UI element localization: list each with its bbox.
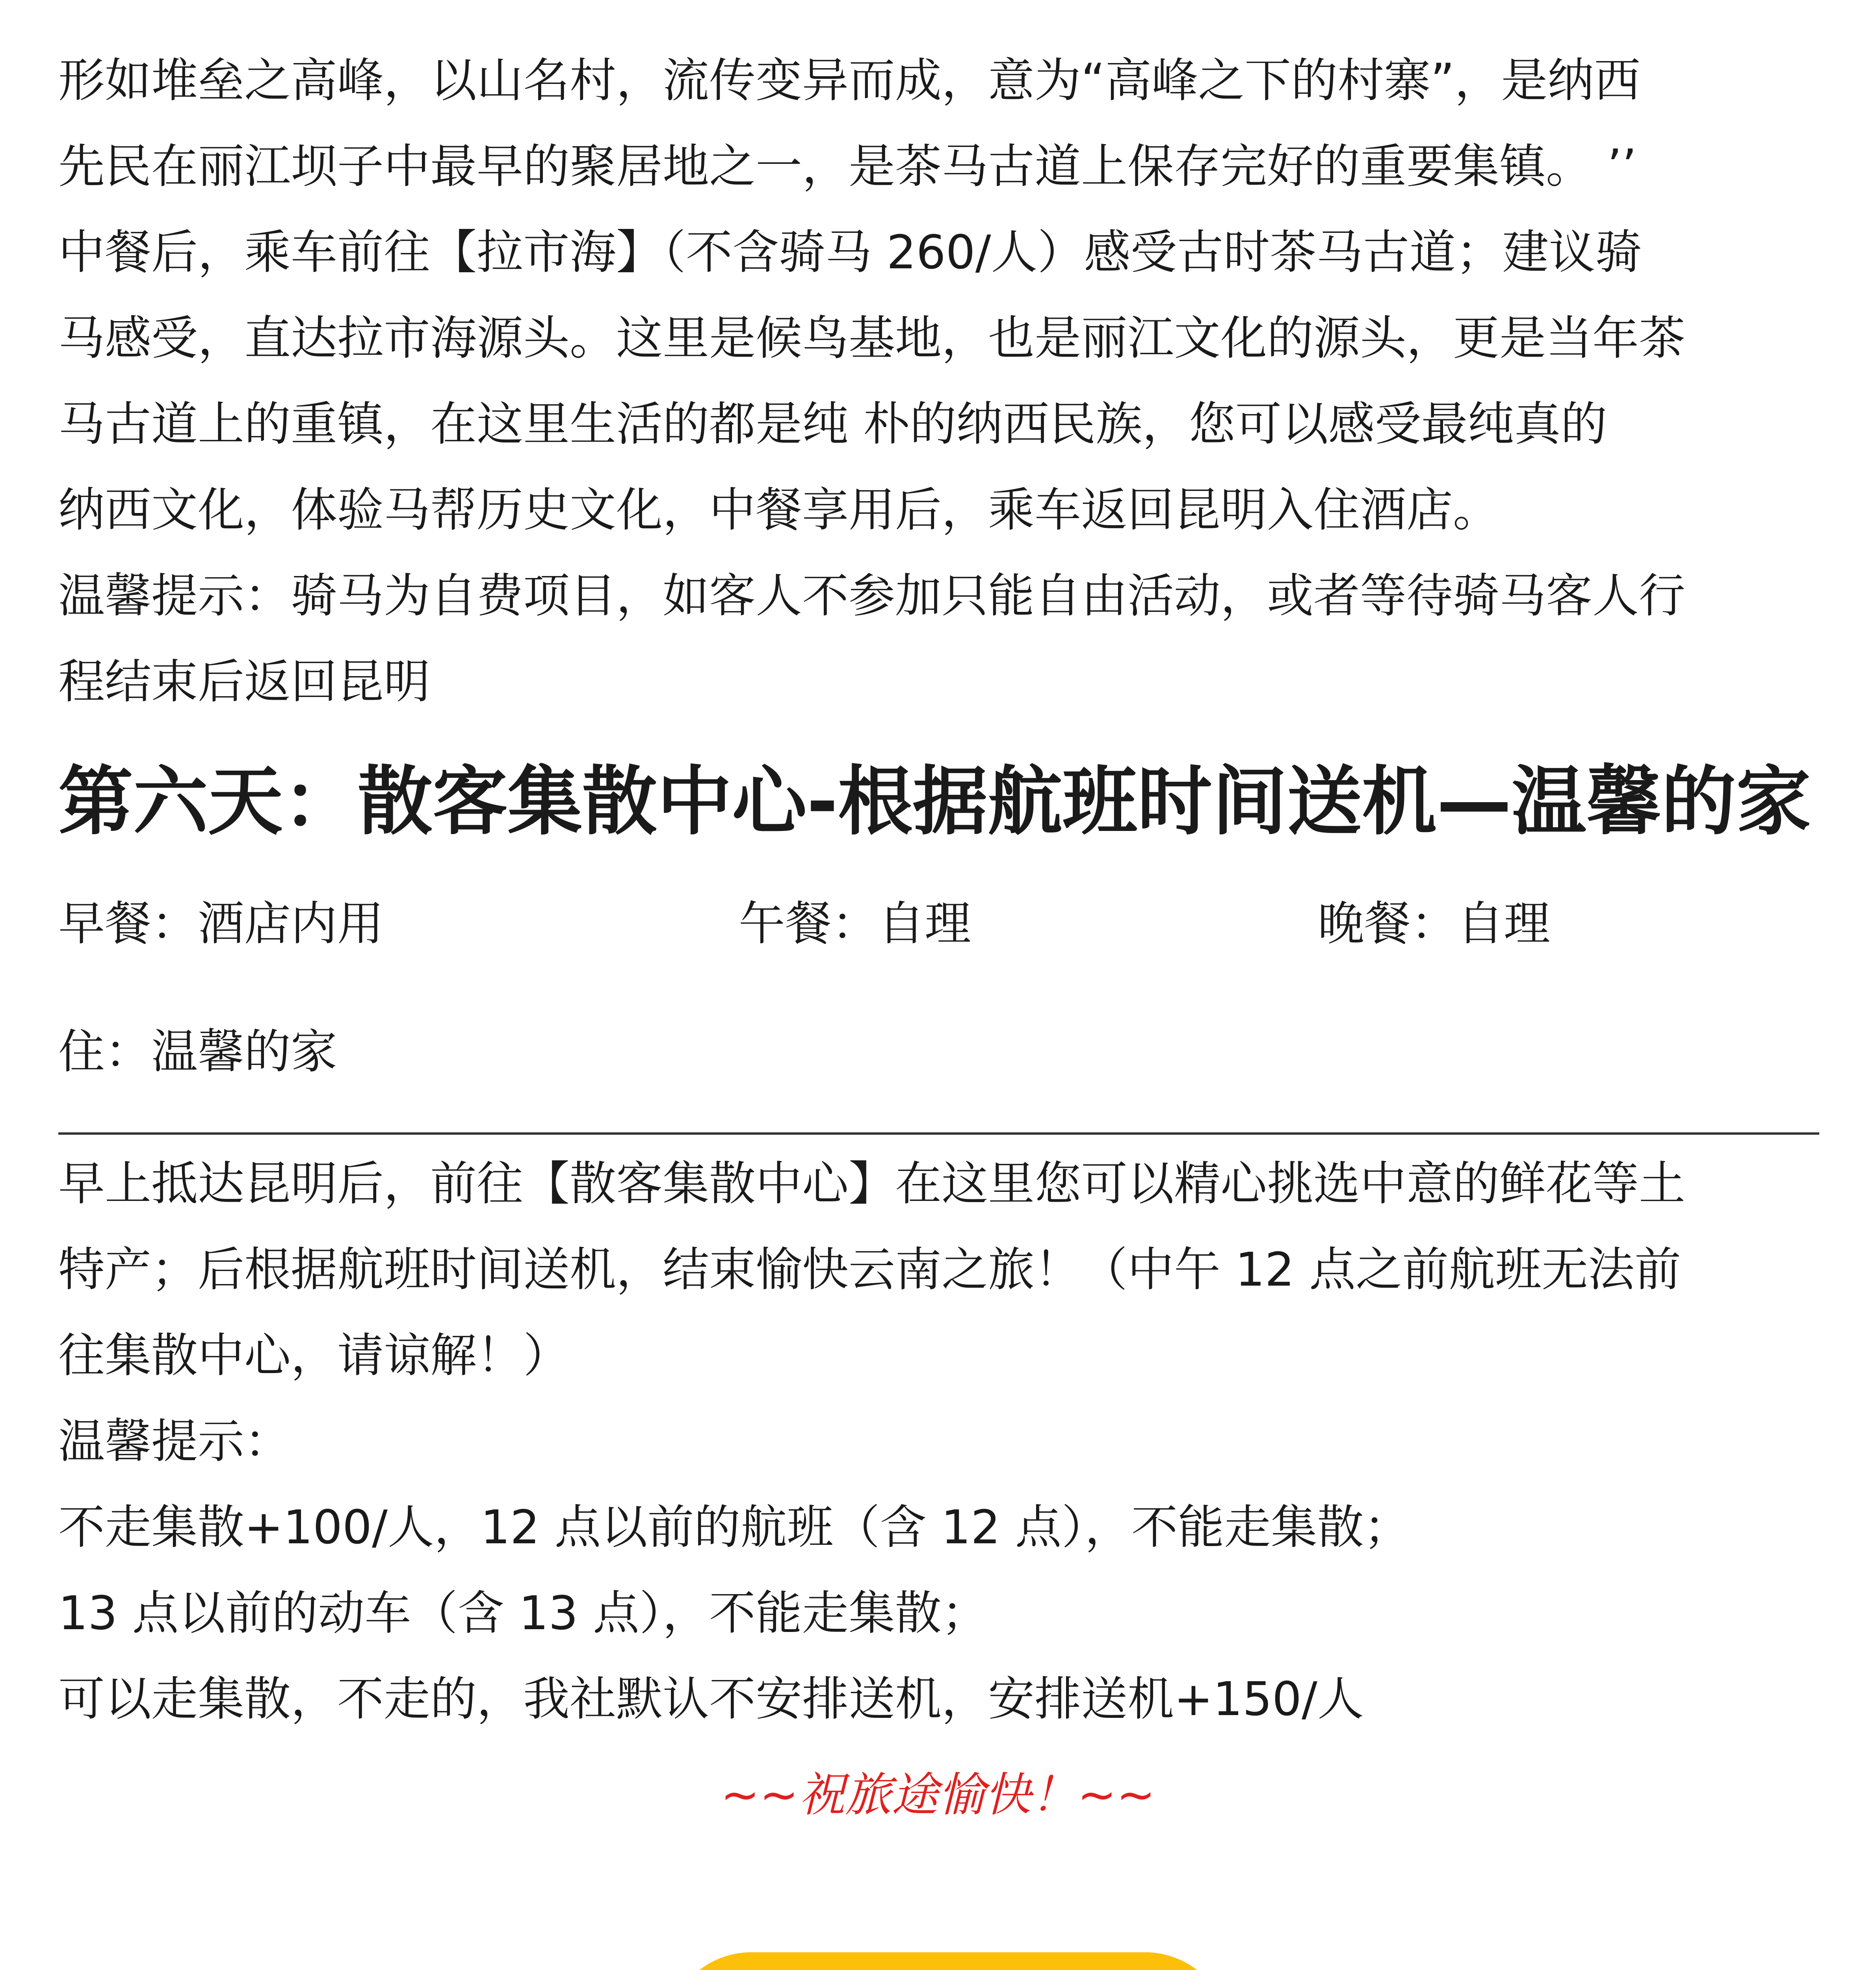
intro-line: 形如堆垒之高峰，以山名村，流传变异而成，意为“高峰之下的村寨”，是纳西 [58, 53, 1641, 108]
day6-line: 不走集散+100/人，12 点以前的航班（含 12 点），不能走集散； [58, 1500, 1410, 1554]
day6-line: 可以走集散，不走的，我社默认不安排送机，安排送机+150/人 [58, 1672, 1364, 1726]
day6-line: 早上抵达昆明后，前往【散客集散中心】在这里您可以精心挑选中意的鲜花等土 [58, 1156, 1686, 1211]
day6-line: 13 点以前的动车（含 13 点），不能走集散； [58, 1586, 988, 1640]
intro-line: 马古道上的重镇，在这里生活的都是纯 朴的纳西民族，您可以感受最纯真的 [58, 397, 1607, 451]
fee-section-title [667, 1952, 1230, 1970]
divider-line [58, 1132, 1819, 1135]
day6-line: 往集散中心，请谅解！） [58, 1328, 570, 1383]
intro-line: 马感受，直达拉市海源头。这里是候鸟基地，也是丽江文化的源头，更是当年茶 [58, 311, 1686, 365]
day6-line: 温馨提示： [58, 1414, 291, 1468]
intro-line: 程结束后返回昆明 [58, 654, 431, 709]
day6-title: 第六天：散客集散中心-根据航班时间送机—温馨的家 [58, 758, 1811, 845]
meal-dinner: 晚餐：自理 [1318, 896, 1551, 951]
meal-breakfast: 早餐：酒店内用 [58, 896, 384, 951]
intro-line: 中餐后，乘车前往【拉市海】（不含骑马 260/人）感受古时茶马古道；建议骑 [58, 225, 1642, 279]
farewell-wish: ~~祝旅途愉快！~~ [721, 1767, 1155, 1822]
intro-line: 温馨提示：骑马为自费项目，如客人不参加只能自由活动，或者等待骑马客人行 [58, 569, 1686, 623]
stay-info: 住：温馨的家 [58, 1024, 338, 1079]
intro-line: 先民在丽江坝子中最早的聚居地之一，是茶马古道上保存完好的重要集镇。 ’’ [58, 139, 1637, 193]
meal-lunch: 午餐：自理 [739, 896, 971, 951]
day6-line: 特产；后根据航班时间送机，结束愉快云南之旅！（中午 12 点之前航班无法前 [58, 1242, 1681, 1297]
intro-line: 纳西文化，体验马帮历史文化，中餐享用后，乘车返回昆明入住酒店。 [58, 483, 1500, 537]
